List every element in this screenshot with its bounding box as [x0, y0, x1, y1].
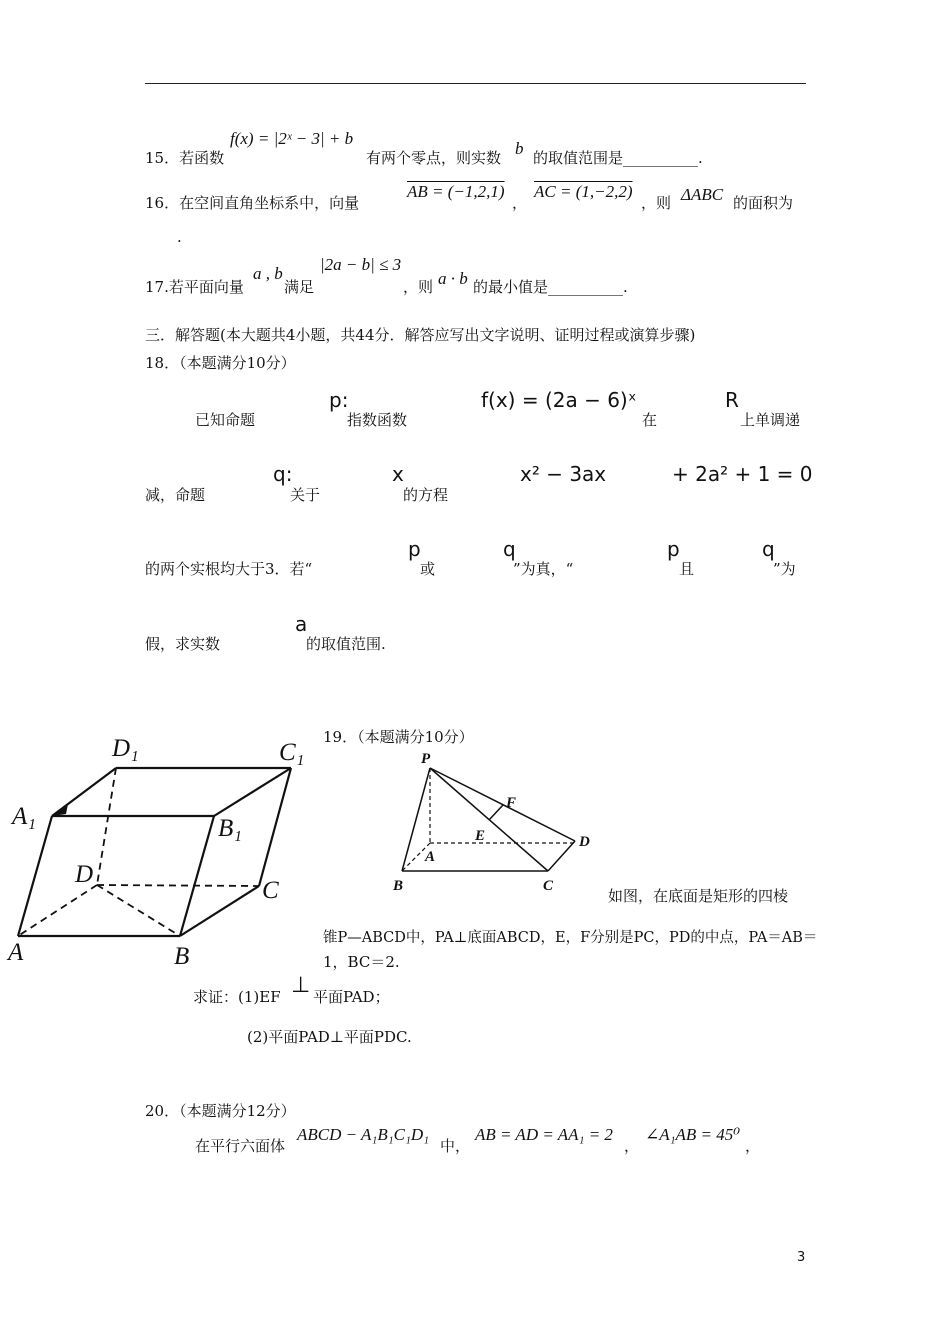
section-3-heading: 三．解答题(本大题共4小题，共44分．解答应写出文字说明、证明过程或演算步骤) [145, 326, 696, 344]
q20-angle: ∠A₁AB = 45⁰ [645, 1125, 741, 1144]
q17-suffix: 的最小值是__________. [473, 278, 628, 296]
q18-known: 已知命题 [195, 411, 256, 429]
q19-desc-line1: 如图，在底面是矩形的四棱 [608, 887, 789, 905]
q15-var: b [515, 139, 524, 158]
q18-eq-part1: x² − 3ax [520, 462, 607, 486]
q18-mono: 上单调递 [740, 411, 801, 429]
perpendicular-icon: ⊥ [291, 973, 311, 998]
q17-condition: |2a − b| ≤ 3 [320, 255, 402, 274]
q18-roots: 的两个实根均大于3．若“ [145, 560, 313, 578]
q20-end: ， [745, 1137, 761, 1155]
q19-header: 19．（本题满分10分） [323, 728, 474, 746]
q18-a: a [295, 612, 308, 636]
prism-label-B: B [174, 943, 190, 970]
q18-fx: f(x) = (2a − 6)ˣ [481, 388, 637, 412]
q16-suffix: 的面积为 [733, 194, 794, 212]
q18-x: x [392, 462, 404, 486]
pyramid-label-C: C [543, 878, 554, 894]
q20-header: 20．（本题满分12分） [145, 1102, 296, 1120]
q17-prefix: 17.若平面向量 [145, 278, 244, 296]
q16-vector-ab: AB = (−1,2,1) [407, 182, 505, 201]
parallelepiped-figure [0, 720, 330, 980]
q17-mid: 满足 [284, 278, 315, 296]
q20-edges: AB = AD = AA₁ = 2 [475, 1125, 613, 1144]
prism-label-B1: B₁ [218, 815, 242, 842]
q18-jian: 减，命题 [145, 486, 206, 504]
prism-label-A1: A₁ [12, 803, 36, 830]
prism-label-D: D [75, 861, 94, 888]
pyramid-label-B: B [393, 878, 404, 894]
pyramid-label-P: P [421, 751, 431, 767]
q16-triangle: ΔABC [681, 185, 724, 204]
q18-huo: 或 [420, 560, 436, 578]
q20-prefix: 在平行六面体 [195, 1137, 286, 1155]
q17-then: ，则 [403, 278, 434, 296]
pyramid-label-D: D [579, 834, 590, 850]
q18-q-label: q: [273, 462, 293, 486]
q16-mid: ，则 [641, 194, 672, 212]
q18-eq-part2: + 2a² + 1 = 0 [672, 462, 813, 486]
q19-desc-line2: 锥P—ABCD中，PA⊥底面ABCD，E，F分别是PC，PD的中点，PA＝AB＝ [323, 930, 818, 946]
pyramid-label-F: F [506, 795, 517, 811]
q18-wei: ”为 [773, 560, 796, 578]
q18-q2: q [762, 537, 775, 561]
q16-prefix: 16．在空间直角坐标系中，向量 [145, 194, 360, 212]
prism-label-C1: C₁ [279, 739, 305, 766]
q19-prove-2: (2)平面PAD⊥平面PDC. [247, 1028, 412, 1046]
q18-guanyu: 关于 [290, 486, 321, 504]
q18-fangcheng: 的方程 [403, 486, 449, 504]
q20-solid: ABCD − A₁B₁C₁D₁ [297, 1125, 430, 1144]
q18-p1: p [408, 537, 421, 561]
pyramid-figure [385, 750, 600, 895]
q20-comma: ， [624, 1137, 640, 1155]
q18-jia: 假，求实数 [145, 635, 221, 653]
page-number: 3 [797, 1250, 806, 1265]
q16-comma: ， [512, 194, 528, 212]
q18-q1: q [503, 537, 516, 561]
q18-zai: 在 [642, 411, 658, 429]
q19-prove-1: 求证：(1)EF [193, 988, 281, 1006]
q15-mid: 有两个零点，则实数 [366, 149, 502, 167]
q17-vectors: a , b [253, 264, 283, 283]
q18-R: R [725, 388, 739, 412]
q18-range: 的取值范围. [306, 635, 386, 653]
q19-desc-line3: 1，BC＝2. [323, 953, 400, 971]
header-rule [145, 83, 806, 84]
q19-prove-1-end: 平面PAD； [313, 988, 390, 1006]
q20-zhong: 中， [440, 1137, 471, 1155]
prism-label-C: C [262, 877, 279, 904]
q15-suffix: 的取值范围是__________. [533, 149, 703, 167]
q18-header: 18．（本题满分10分） [145, 354, 296, 372]
pyramid-label-A: A [425, 849, 436, 865]
prism-label-A: A [8, 939, 24, 966]
q18-p-label: p: [329, 388, 349, 412]
prism-label-D1: D₁ [112, 735, 139, 762]
q16-vector-ac: AC = (1,−2,2) [534, 182, 633, 201]
q15-prefix: 15．若函数 [145, 149, 225, 167]
q15-formula: f(x) = |2ˣ − 3| + b [230, 129, 354, 148]
q16-blank-dot: . [177, 228, 182, 246]
q18-wei-zhen: ”为真，“ [513, 560, 574, 578]
pyramid-label-E: E [475, 828, 486, 844]
q18-p2: p [667, 537, 680, 561]
q18-exp-fn: 指数函数 [347, 411, 408, 429]
q18-qie: 且 [679, 560, 695, 578]
q17-dot-product: a · b [438, 269, 468, 288]
